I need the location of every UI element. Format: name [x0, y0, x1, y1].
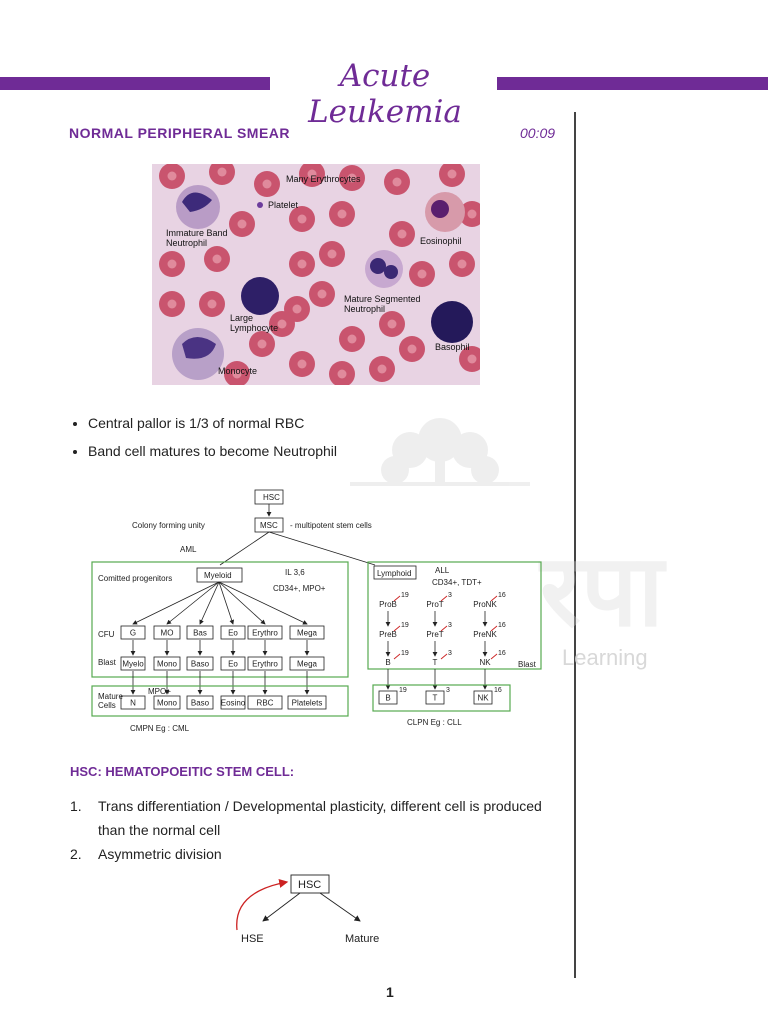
chromosome-number: 3	[448, 650, 452, 657]
rbc-pallor	[218, 168, 227, 177]
rbc-pallor	[263, 180, 272, 189]
label-monocyte: Monocyte	[218, 366, 258, 376]
mature-cell-label: N	[130, 698, 136, 708]
platelet-dot	[257, 202, 263, 208]
rbc-pallor	[213, 255, 222, 264]
page-number: 1	[386, 984, 394, 1000]
rbc-pallor	[328, 250, 337, 259]
red-mark	[394, 654, 400, 659]
red-mark	[441, 626, 447, 631]
rbc-pallor	[398, 230, 407, 239]
msc-text: MSC	[260, 521, 278, 530]
label-platelet: Platelet	[268, 200, 299, 210]
label-band-1: Immature Band	[166, 228, 228, 238]
chromosome-number: 3	[448, 622, 452, 629]
cmpn-label: CMPN Eg : CML	[130, 724, 190, 733]
lymph-stage-label: PreNK	[473, 630, 497, 639]
eosinophil-nucleus	[431, 200, 449, 218]
page-title: Acute Leukemia	[308, 58, 462, 130]
neutrophil-lobe	[370, 258, 386, 274]
rbc-pallor	[168, 172, 177, 181]
all-label: ALL	[435, 566, 450, 575]
asymmetric-division-diagram	[225, 866, 395, 951]
rbc-pallor	[208, 300, 217, 309]
label-mature-2: Neutrophil	[344, 304, 386, 314]
chromosome-number: 16	[498, 622, 506, 629]
rbc-pallor	[408, 345, 417, 354]
bullet-item: • Central pallor is 1/3 of normal RBC	[88, 415, 337, 431]
lymphocyte-cell	[241, 277, 279, 315]
lymph-mature-label: T	[432, 693, 438, 703]
rbc-pallor	[393, 178, 402, 187]
peripheral-smear-image	[152, 164, 480, 385]
mature-cell-label: Eosino	[220, 698, 246, 708]
label-lymph-1: Large	[230, 313, 254, 323]
rbc-pallor	[238, 220, 247, 229]
cfu-cell-label: Eo	[228, 628, 238, 638]
rbc-pallor	[468, 210, 477, 219]
blast-cell-label: Erythro	[252, 659, 278, 669]
bullet-item: • Band cell matures to become Neutrophil	[88, 443, 337, 459]
il-label: IL 3,6	[285, 568, 305, 577]
mature-cell-label: RBC	[256, 698, 274, 708]
rbc-pallor	[168, 260, 177, 269]
lymph-stage-label: T	[432, 658, 438, 667]
rbc-pallor	[298, 215, 307, 224]
lymph-mature-label: B	[385, 693, 391, 703]
lymphoid-rows	[379, 573, 506, 704]
rbc-pallor	[388, 320, 397, 329]
rbc-pallor	[168, 300, 177, 309]
red-mark	[394, 626, 400, 631]
label-lymph-2: Lymphocyte	[230, 323, 279, 333]
aml-label: AML	[180, 545, 197, 554]
mpo-plus-label: MPO+	[148, 687, 171, 696]
rbc-pallor	[338, 210, 347, 219]
hematopoiesis-diagram	[85, 485, 555, 735]
list-text: Trans differentiation / Developmental plasticity, different cell is produced than the normal cell	[98, 798, 542, 838]
list-number: 1.	[70, 798, 82, 814]
lymphoid-text: Lymphoid	[377, 569, 412, 578]
list-text: Asymmetric division	[98, 846, 222, 862]
rbc-pallor	[298, 260, 307, 269]
numbered-list	[70, 794, 558, 866]
rbc-pallor	[468, 355, 477, 364]
chromosome-number: 19	[401, 592, 409, 599]
cfu-cell-label: Bas	[193, 628, 207, 638]
chromosome-number: 19	[401, 622, 409, 629]
label-band-2: Neutrophil	[166, 238, 208, 248]
red-mark	[491, 654, 497, 659]
branch-line	[167, 582, 219, 624]
lymph-blast-side: Blast	[518, 660, 536, 669]
division-mature-text: Mature	[345, 933, 380, 945]
self-renewal-arrow	[237, 882, 287, 930]
mature-cell-label: Baso	[190, 698, 210, 708]
lymph-stage-label: ProNK	[473, 600, 497, 609]
clpn-label: CLPN Eg : CLL	[407, 718, 462, 727]
cfu-cell-label: MO	[160, 628, 174, 638]
timestamp: 00:09	[520, 125, 556, 141]
blast-cell-label: Eo	[228, 659, 238, 669]
watermark-text: Learning	[562, 645, 648, 670]
rbc-pallor	[318, 290, 327, 299]
label-erythrocytes: Many Erythrocytes	[286, 174, 361, 184]
blast-cell-label: Baso	[190, 659, 210, 669]
chromosome-number: 3	[446, 687, 450, 694]
rbc-pallor	[348, 335, 357, 344]
tree-icon	[350, 418, 530, 486]
rbc-pallor	[298, 360, 307, 369]
colony-label: Colony forming unity	[132, 521, 205, 530]
committed-label: Comitted progenitors	[98, 574, 173, 583]
lymph-stage-label: B	[385, 658, 391, 667]
division-hsc-text: HSC	[298, 879, 322, 891]
blast-cell-label: Myelo	[122, 659, 144, 669]
mature-label-2: Cells	[98, 701, 116, 710]
rbc-pallor	[278, 320, 287, 329]
cfu-cell-label: Erythro	[252, 628, 278, 638]
neutrophil-lobe	[384, 265, 398, 279]
lymph-stage-label: ProB	[379, 600, 397, 609]
rbc-pallor	[448, 170, 457, 179]
bullet-list	[70, 415, 337, 471]
rbc-pallor	[418, 270, 427, 279]
rbc-pallor	[338, 370, 347, 379]
division-hse-text: HSE	[241, 933, 264, 945]
msc-note: - multipotent stem cells	[290, 521, 372, 530]
header-bar-left	[0, 77, 270, 90]
cfu-label: CFU	[98, 630, 115, 639]
label-basophil: Basophil	[435, 342, 470, 352]
red-mark	[441, 654, 447, 659]
mature-label-1: Mature	[98, 692, 123, 701]
cd34-tdt-label: CD34+, TDT+	[432, 578, 482, 587]
basophil-cell	[431, 301, 473, 343]
lymph-stage-label: PreB	[379, 630, 397, 639]
label-mature-1: Mature Segmented	[344, 294, 421, 304]
lymph-stage-label: PreT	[426, 630, 444, 639]
section-heading-smear: NORMAL PERIPHERAL SMEAR	[69, 125, 291, 141]
smear-cells	[152, 164, 480, 385]
lymph-stage-label: ProT	[426, 600, 444, 609]
chromosome-number: 16	[498, 592, 506, 599]
blast-label: Blast	[98, 658, 116, 667]
list-number: 2.	[70, 846, 82, 862]
chromosome-number: 3	[448, 592, 452, 599]
chromosome-number: 19	[401, 650, 409, 657]
red-mark	[441, 596, 447, 601]
red-mark	[394, 596, 400, 601]
cfu-cell-label: G	[129, 628, 137, 638]
list-item	[70, 842, 558, 866]
list-item	[70, 794, 558, 842]
myeloid-text: Myeloid	[204, 571, 232, 580]
rbc-pallor	[378, 365, 387, 374]
blast-cell-label: Mono	[156, 659, 178, 669]
label-eosinophil: Eosinophil	[420, 236, 462, 246]
rbc-pallor	[258, 340, 267, 349]
cfu-cell-label: Mega	[296, 628, 318, 638]
header-bar-right	[497, 77, 768, 90]
chromosome-number: 16	[494, 687, 502, 694]
branch-line	[133, 582, 219, 624]
mature-cell-label: Mono	[156, 698, 178, 708]
mature-cell-label: Platelets	[291, 698, 323, 708]
section-heading-hsc: HSC: HEMATOPOEITIC STEM CELL:	[70, 764, 295, 779]
chromosome-number: 16	[498, 650, 506, 657]
rbc-pallor	[293, 305, 302, 314]
hsc-text: HSC	[263, 493, 280, 502]
lymph-stage-label: NK	[479, 658, 491, 667]
lymph-mature-label: NK	[477, 693, 489, 703]
branch-line	[200, 582, 219, 624]
svg-text:रपा: रपा	[540, 535, 664, 647]
chromosome-number: 19	[399, 687, 407, 694]
rbc-pallor	[458, 260, 467, 269]
blast-cell-label: Mega	[296, 659, 318, 669]
cd34-mpo-label: CD34+, MPO+	[273, 584, 326, 593]
